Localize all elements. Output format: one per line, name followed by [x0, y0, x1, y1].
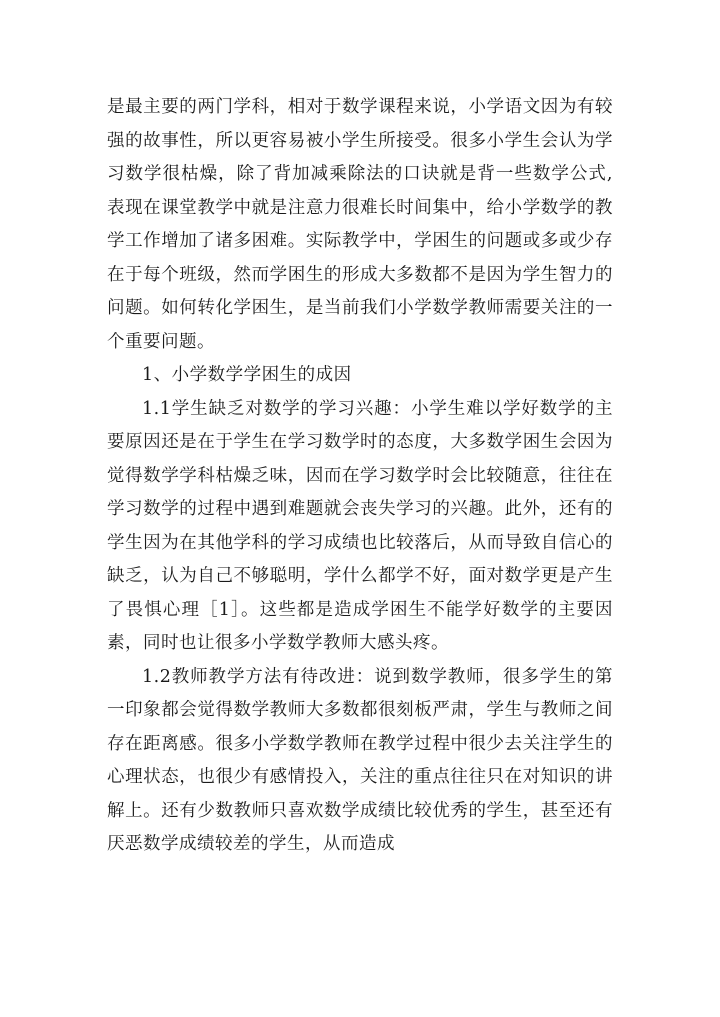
- paragraph-intro: 是最主要的两门学科，相对于数学课程来说，小学语文因为有较强的故事性，所以更容易被小学生所接受。很多小学生会认为学习数学很枯燥，除了背加减乘除法的口诀就是背一些数学公式,表现在课堂教学中就是注意力很难长时间集中，给小学数学的教学工作增加了诸多困难。实际教学中，学困生的问题或多或少存在于每个班级，然而学困生的形成大多数都不是因为学生智力的问题。如何转化学困生，是当前我们小学数学教师需要关注的一个重要问题。: [107, 97, 613, 352]
- paragraph-teaching-methods: 1.2教师教学方法有待改进：说到数学教师，很多学生的第一印象都会觉得数学教师大多数都很刻板严肃，学生与教师之间存在距离感。很多小学数学教师在教学过程中很少去关注学生的心理状态，也很少有感情投入，关注的重点往往只在对知识的讲解上。还有少数教师只喜欢数学成绩比较优秀的学生，甚至还有厌恶数学成绩较差的学生，从而造成: [107, 666, 613, 854]
- document-body: [107, 91, 613, 862]
- section-heading-causes: 1、小学数学学困生的成因: [142, 365, 352, 385]
- paragraph-lack-of-interest: 1.1学生缺乏对数学的学习兴趣：小学生难以学好数学的主要原因还是在于学生在学习数学时的态度，大多数学困生会因为觉得数学学科枯燥乏味，因而在学习数学时会比较随意，往往在学习数学的过程中遇到难题就会丧失学习的兴趣。此外，还有的学生因为在其他学科的学习成绩也比较落后，从而导致自信心的缺乏，认为自己不够聪明，学什么都学不好，面对数学更是产生了畏惧心理［1］。这些都是造成学困生不能学好数学的主要因素，同时也让很多小学数学教师大感头疼。: [107, 398, 613, 653]
